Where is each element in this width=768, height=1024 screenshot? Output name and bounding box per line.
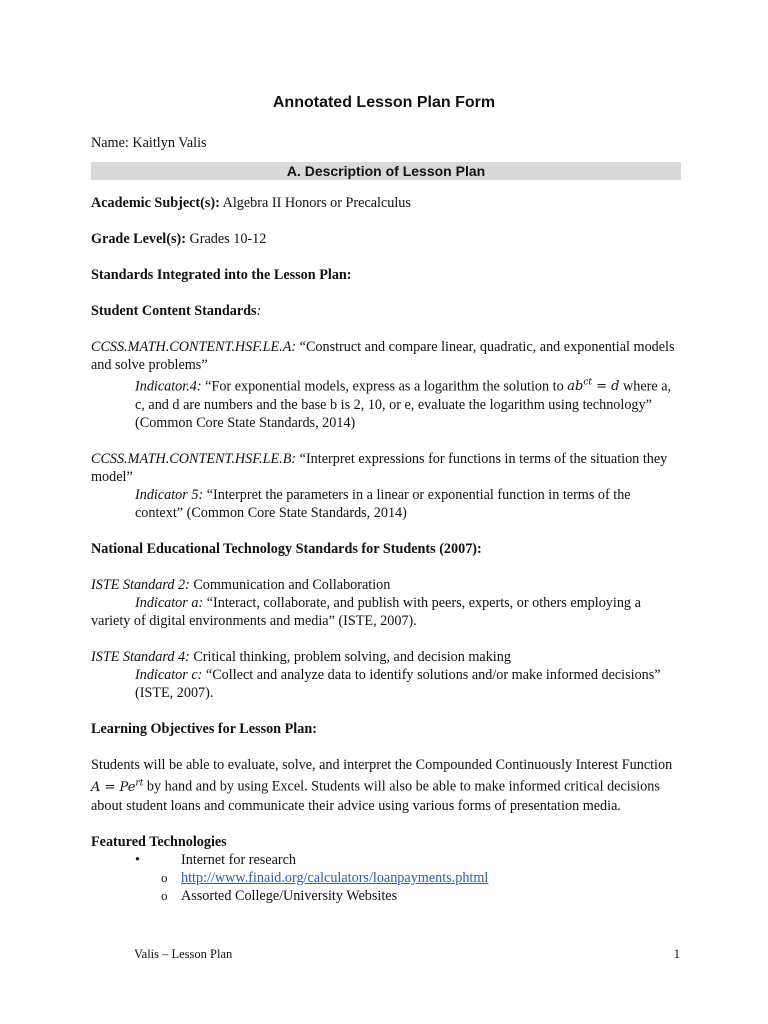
- objectives-paragraph: Students will be able to evaluate, solve, and interpret the Compounded Continuously Interest Function $A = Pe^{rt}$ by hand and by using Excel. Students will also be able to make informed critical decisions about student loans and communicate their advice using various forms of presentation media.: [91, 757, 673, 814]
- name-line: Name: Kaitlyn Valis: [91, 135, 207, 151]
- college-websites-label: Assorted College/University Websites: [181, 887, 398, 904]
- indicator-5: [91, 486, 681, 522]
- content-standards-colon: :: [256, 303, 262, 319]
- standard-code: CCSS.MATH.CONTENT.HSF.LE.B:: [91, 451, 297, 468]
- technology-label: Internet for research: [181, 851, 297, 868]
- content-standards-heading: Student Content Standards: [91, 303, 257, 319]
- indicator-text: “Interpret the parameters in a linear or exponential function in terms of the context” (Common Core State Standards, 2014): [135, 487, 631, 522]
- iste-label: ISTE Standard 2:: [91, 577, 190, 594]
- indicator-label: Indicator.4:: [135, 378, 202, 395]
- circle-bullet-icon: o: [161, 887, 168, 903]
- academic-subject-label: Academic Subject(s):: [91, 195, 220, 211]
- indicator-text-cont: where a, c, and d are numbers and the base b is 2, 10, or e, evaluate the logarithm using technology” (Common Core State Standards, 2014): [135, 378, 672, 432]
- featured-technologies-heading: Featured Technologies: [91, 833, 227, 850]
- section-a-header: A. Description of Lesson Plan: [91, 162, 681, 180]
- standard-hsf-le-a: [91, 338, 681, 374]
- indicator-text: “For exponential models, express as a logarithm the solution to: [201, 378, 568, 395]
- list-item: [91, 869, 681, 887]
- grade-level-label: Grade Level(s):: [91, 231, 186, 247]
- iste-label: ISTE Standard 4:: [91, 649, 190, 666]
- footer-left: Valis – Lesson Plan: [134, 947, 233, 961]
- iste-standard-2: [91, 576, 681, 594]
- objectives-heading: Learning Objectives for Lesson Plan:: [91, 721, 317, 738]
- finaid-link[interactable]: http://www.finaid.org/calculators/loanpayments.phtml: [181, 869, 489, 886]
- circle-bullet-icon: o: [161, 869, 168, 885]
- content-standards-heading-line: [91, 302, 681, 320]
- formula-a-pe-rt: $A = Pe^{rt}$: [91, 778, 144, 795]
- document-body: [91, 134, 681, 905]
- formula-ab-ct: $ab^{ct} = d$: [567, 378, 620, 395]
- standard-hsf-le-b: [91, 450, 681, 486]
- list-item: [91, 851, 681, 869]
- academic-subject-line: [91, 194, 681, 212]
- list-item: [91, 887, 681, 905]
- standard-text: “Construct and compare linear, quadratic, and exponential models and solve problems”: [91, 339, 675, 373]
- page-footer: [134, 947, 680, 962]
- grade-level-line: [91, 230, 681, 248]
- indicator-text: “Interact, collaborate, and publish with peers, experts, or others employing a variety of digital environments and media” (ISTE, 2007).: [91, 595, 641, 630]
- standard-text: “Interpret expressions for functions in terms of the situation they model”: [91, 451, 668, 486]
- indicator-label: Indicator c:: [135, 667, 203, 684]
- technology-list: [91, 851, 681, 869]
- academic-subject-value: Algebra II Honors or Precalculus: [219, 195, 411, 211]
- indicator-4: [91, 374, 681, 432]
- indicator-label: Indicator 5:: [135, 487, 204, 504]
- iste-text: Communication and Collaboration: [189, 577, 391, 594]
- page-number: 1: [673, 947, 680, 961]
- page-title: Annotated Lesson Plan Form: [272, 94, 496, 111]
- technology-sublist: [91, 869, 681, 905]
- iste-standard-4: [91, 648, 681, 666]
- standards-heading: Standards Integrated into the Lesson Plan:: [91, 267, 352, 283]
- iste-indicator-a: [91, 594, 681, 630]
- iste-indicator-c: [91, 666, 681, 702]
- standard-code: CCSS.MATH.CONTENT.HSF.LE.A:: [91, 339, 297, 355]
- indicator-text: “Collect and analyze data to identify solutions and/or make informed decisions” (ISTE, 2007).: [135, 667, 661, 702]
- iste-text: Critical thinking, problem solving, and decision making: [189, 649, 511, 666]
- grade-level-value: Grades 10-12: [185, 231, 267, 247]
- nets-heading: National Educational Technology Standards for Students (2007):: [91, 541, 482, 558]
- indicator-label: Indicator a:: [135, 595, 204, 612]
- bullet-icon: •: [135, 851, 140, 868]
